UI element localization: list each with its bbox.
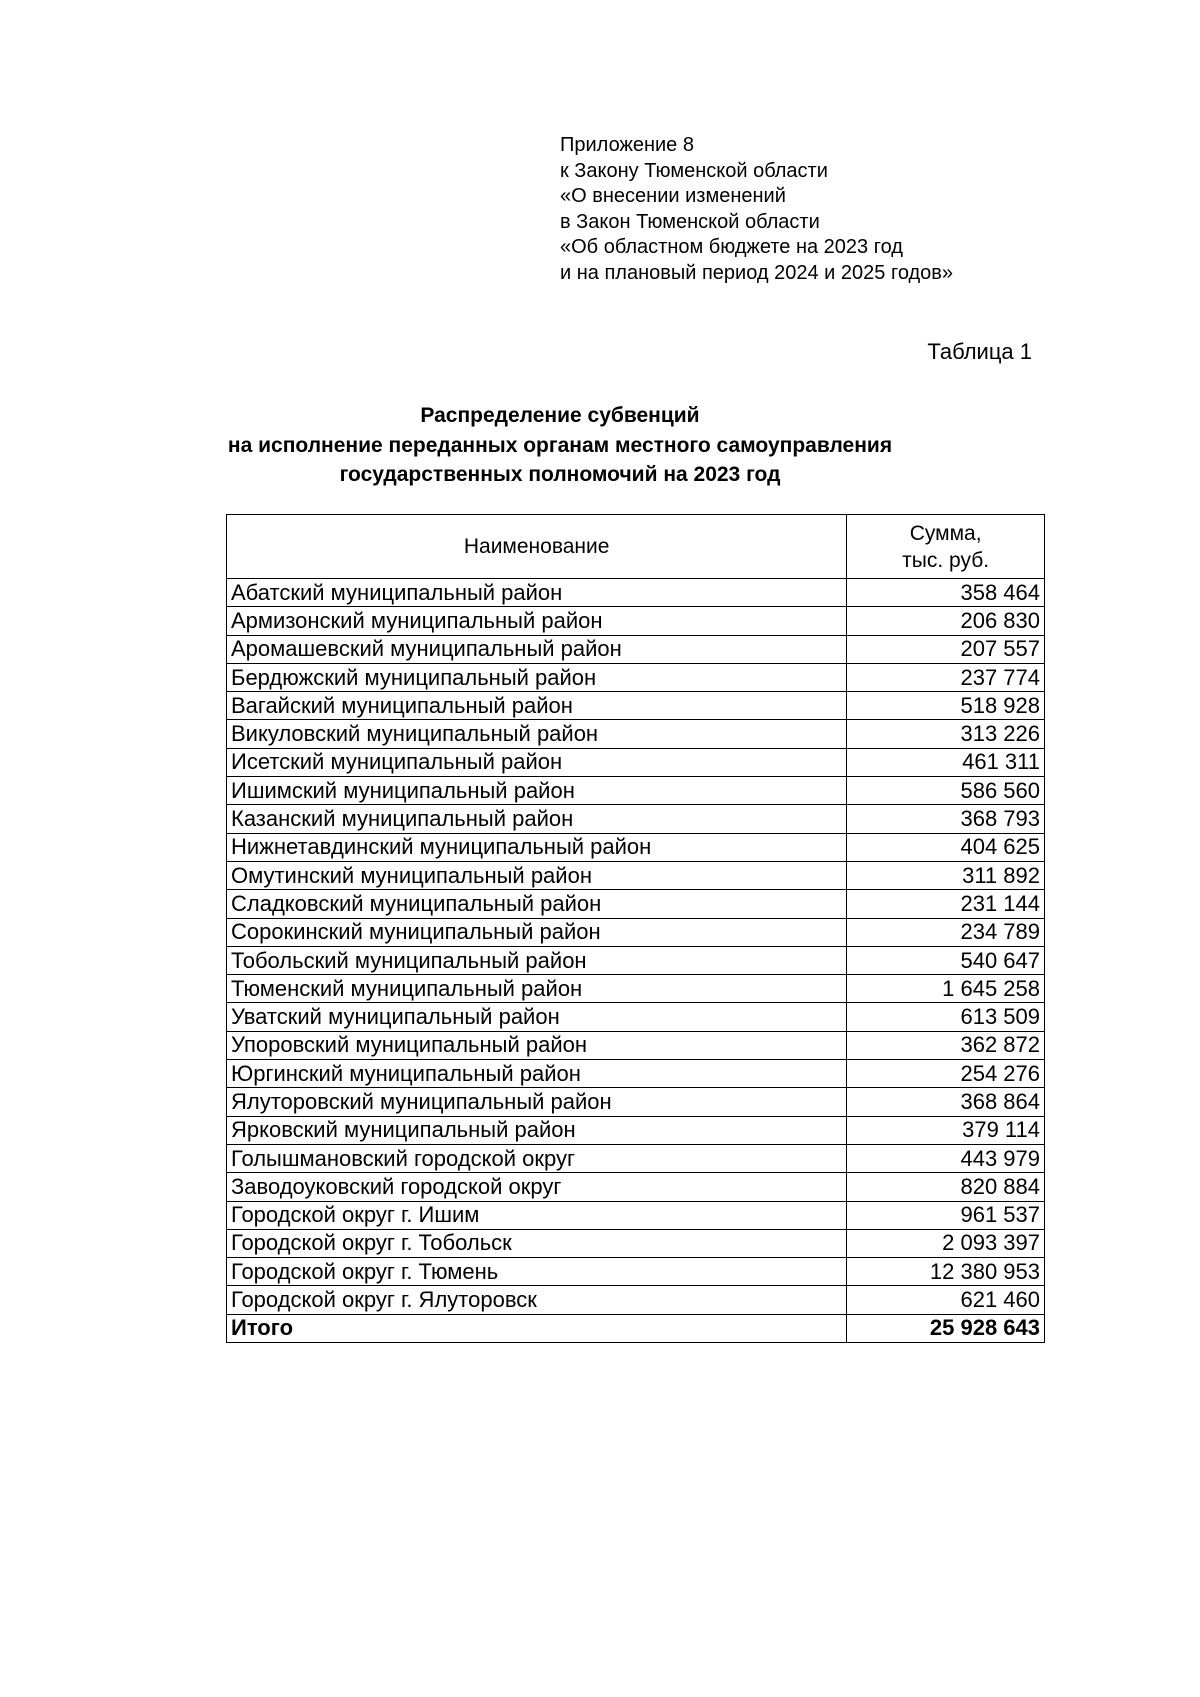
header-name: Наименование bbox=[227, 515, 847, 579]
table-row bbox=[227, 1116, 1045, 1144]
table-row bbox=[227, 805, 1045, 833]
row-sum: 379 114 bbox=[847, 1116, 1045, 1144]
row-name: Упоровский муниципальный район bbox=[227, 1031, 847, 1059]
title-line: государственных полномочий на 2023 год bbox=[339, 463, 781, 486]
row-name: Викуловский муниципальный район bbox=[227, 720, 847, 748]
table-row bbox=[227, 918, 1045, 946]
row-sum: 234 789 bbox=[847, 918, 1045, 946]
total-sum: 25 928 643 bbox=[847, 1314, 1045, 1342]
row-name: Городской округ г. Ялуторовск bbox=[227, 1286, 847, 1314]
total-label: Итого bbox=[227, 1314, 847, 1342]
row-name: Голышмановский городской округ bbox=[227, 1144, 847, 1172]
row-name: Тобольский муниципальный район bbox=[227, 946, 847, 974]
appendix-line: «О внесении изменений bbox=[560, 185, 786, 207]
table-row bbox=[227, 777, 1045, 805]
row-sum: 207 557 bbox=[847, 635, 1045, 663]
table-row bbox=[227, 692, 1045, 720]
row-sum: 311 892 bbox=[847, 861, 1045, 889]
table-row bbox=[227, 946, 1045, 974]
row-sum: 237 774 bbox=[847, 663, 1045, 691]
table-row bbox=[227, 663, 1045, 691]
appendix-line: в Закон Тюменской области bbox=[560, 210, 820, 233]
row-name: Ярковский муниципальный район bbox=[227, 1116, 847, 1144]
row-name: Сорокинский муниципальный район bbox=[227, 918, 847, 946]
row-name: Ишимский муниципальный район bbox=[227, 777, 847, 805]
row-name: Нижнетавдинский муниципальный район bbox=[227, 833, 847, 861]
header-sum-line: тыс. руб. bbox=[902, 548, 990, 572]
table-row bbox=[227, 1088, 1045, 1116]
table-row bbox=[227, 1031, 1045, 1059]
row-sum: 613 509 bbox=[847, 1003, 1045, 1031]
table-row bbox=[227, 1144, 1045, 1172]
row-sum: 358 464 bbox=[847, 579, 1045, 607]
appendix-line: «Об областном бюджете на 2023 год bbox=[560, 236, 903, 258]
table-row bbox=[227, 607, 1045, 635]
table-row bbox=[227, 748, 1045, 776]
table-row bbox=[227, 1201, 1045, 1229]
row-name: Омутинский муниципальный район bbox=[227, 861, 847, 889]
table-row bbox=[227, 1003, 1045, 1031]
row-sum: 820 884 bbox=[847, 1173, 1045, 1201]
document-title bbox=[160, 401, 960, 490]
table-row bbox=[227, 1173, 1045, 1201]
title-line: Распределение субвенций bbox=[420, 404, 700, 427]
row-name: Армизонский муниципальный район bbox=[227, 607, 847, 635]
table-row bbox=[227, 890, 1045, 918]
table-label: Таблица 1 bbox=[927, 339, 1032, 364]
table-row bbox=[227, 635, 1045, 663]
row-name: Тюменский муниципальный район bbox=[227, 975, 847, 1003]
row-name: Казанский муниципальный район bbox=[227, 805, 847, 833]
row-sum: 368 864 bbox=[847, 1088, 1045, 1116]
row-sum: 12 380 953 bbox=[847, 1258, 1045, 1286]
title-line: на исполнение переданных органам местного самоуправления bbox=[227, 433, 893, 457]
row-name: Аромашевский муниципальный район bbox=[227, 635, 847, 663]
row-sum: 518 928 bbox=[847, 692, 1045, 720]
row-sum: 621 460 bbox=[847, 1286, 1045, 1314]
row-sum: 362 872 bbox=[847, 1031, 1045, 1059]
row-sum: 540 647 bbox=[847, 946, 1045, 974]
row-name: Городской округ г. Ишим bbox=[227, 1201, 847, 1229]
table-body bbox=[227, 579, 1045, 1343]
table-row bbox=[227, 861, 1045, 889]
row-name: Исетский муниципальный район bbox=[227, 748, 847, 776]
row-sum: 254 276 bbox=[847, 1060, 1045, 1088]
total-row bbox=[227, 1314, 1045, 1342]
row-name: Заводоуковский городской округ bbox=[227, 1173, 847, 1201]
appendix-header bbox=[560, 133, 953, 286]
row-sum: 231 144 bbox=[847, 890, 1045, 918]
row-sum: 961 537 bbox=[847, 1201, 1045, 1229]
appendix-line: Приложение 8 bbox=[560, 134, 694, 156]
header-sum bbox=[847, 515, 1045, 579]
header-sum-line: Сумма, bbox=[909, 521, 982, 545]
table-row bbox=[227, 1258, 1045, 1286]
row-sum: 461 311 bbox=[847, 748, 1045, 776]
table-row bbox=[227, 1060, 1045, 1088]
row-name: Бердюжский муниципальный район bbox=[227, 663, 847, 691]
row-name: Абатский муниципальный район bbox=[227, 579, 847, 607]
row-sum: 368 793 bbox=[847, 805, 1045, 833]
appendix-line: и на плановый период 2024 и 2025 годов» bbox=[560, 261, 954, 284]
row-sum: 1 645 258 bbox=[847, 975, 1045, 1003]
row-sum: 443 979 bbox=[847, 1144, 1045, 1172]
row-name: Сладковский муниципальный район bbox=[227, 890, 847, 918]
subvention-table bbox=[226, 514, 1045, 1343]
row-name: Городской округ г. Тобольск bbox=[227, 1229, 847, 1257]
row-name: Уватский муниципальный район bbox=[227, 1003, 847, 1031]
row-sum: 206 830 bbox=[847, 607, 1045, 635]
row-name: Юргинский муниципальный район bbox=[227, 1060, 847, 1088]
row-name: Городской округ г. Тюмень bbox=[227, 1258, 847, 1286]
table-header-row bbox=[227, 515, 1045, 579]
table-row bbox=[227, 720, 1045, 748]
table-row bbox=[227, 833, 1045, 861]
appendix-line: к Закону Тюменской области bbox=[560, 159, 828, 182]
table-row bbox=[227, 1286, 1045, 1314]
row-sum: 586 560 bbox=[847, 777, 1045, 805]
row-name: Ялуторовский муниципальный район bbox=[227, 1088, 847, 1116]
row-sum: 2 093 397 bbox=[847, 1229, 1045, 1257]
row-sum: 313 226 bbox=[847, 720, 1045, 748]
row-sum: 404 625 bbox=[847, 833, 1045, 861]
table-row bbox=[227, 1229, 1045, 1257]
row-name: Вагайский муниципальный район bbox=[227, 692, 847, 720]
table-row bbox=[227, 975, 1045, 1003]
table-row bbox=[227, 579, 1045, 607]
